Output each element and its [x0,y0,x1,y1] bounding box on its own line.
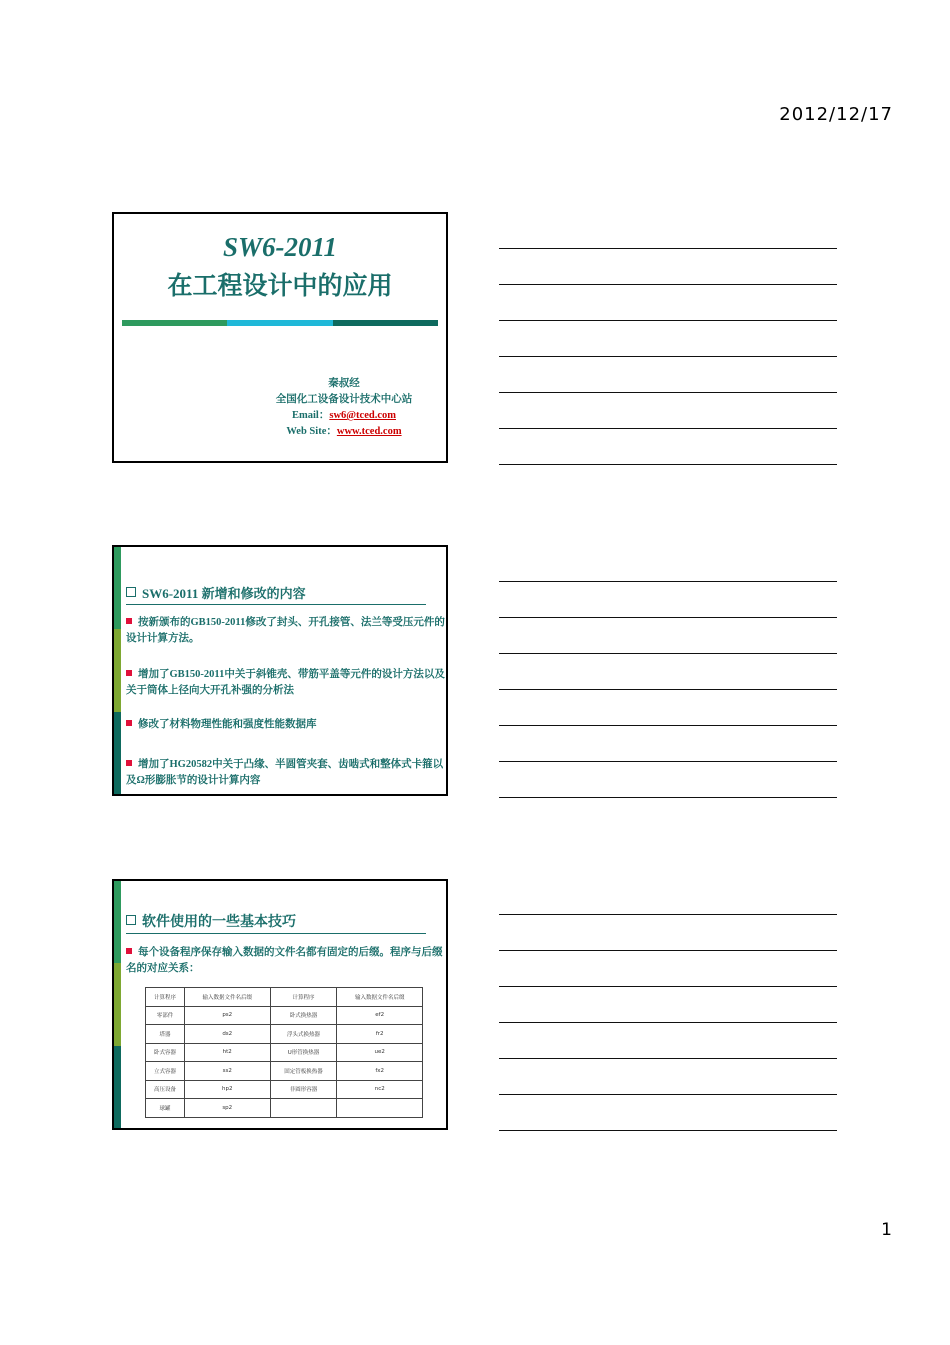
table-cell: fx2 [337,1062,423,1081]
slide-title-heading: SW6-2011 [222,232,338,262]
author-name: 秦叔经 [328,378,360,389]
email-line [254,408,434,424]
square-bullet-icon [126,720,132,726]
slide-usage-tips [112,879,448,1130]
bullet-item: 每个设备程序保存输入数据的文件名都有固定的后缀。程序与后缀名的对应关系： [126,947,443,974]
table-cell: fr2 [337,1025,423,1044]
table-cell: 浮头式换热器 [270,1025,337,1044]
table-header: 计算程序 [146,988,185,1007]
table-row [146,1080,423,1099]
table-cell: U形管换热器 [270,1043,337,1062]
table-cell: ds2 [184,1025,270,1044]
page-date: 2012/12/17 [779,104,893,125]
slide-heading: SW6-2011 新增和修改的内容 [126,583,426,605]
checkbox-bullet-icon [126,587,136,597]
table-row [146,1006,423,1025]
table-cell: 固定管板换热器 [270,1062,337,1081]
table-cell: ps2 [184,1006,270,1025]
table-header-row [146,988,423,1007]
table-row [146,1025,423,1044]
email-link[interactable]: sw6@tced.com [329,410,396,421]
author-block [254,376,434,440]
table-cell: 零部件 [146,1006,185,1025]
slide-subtitle: 在工程设计中的应用 [167,271,393,300]
page-number: 1 [881,1220,892,1240]
table-cell [337,1099,423,1118]
table-cell: nc2 [337,1080,423,1099]
table-cell: 卧式容器 [146,1043,185,1062]
website-line [254,424,434,440]
table-cell: 球罐 [146,1099,185,1118]
table-row [146,1062,423,1081]
slide-title [112,212,448,463]
square-bullet-icon [126,670,132,676]
table-header: 计算程序 [270,988,337,1007]
side-strip [114,881,121,1128]
table-cell: 高压设备 [146,1080,185,1099]
website-label: Web Site： [286,426,337,437]
table-cell: ef2 [337,1006,423,1025]
square-bullet-icon [126,948,132,954]
side-strip [114,547,121,794]
email-label: Email： [292,410,330,421]
square-bullet-icon [126,618,132,624]
table-cell: hp2 [184,1080,270,1099]
table-header: 输入数据文件名后缀 [337,988,423,1007]
table-cell: ht2 [184,1043,270,1062]
table-cell: ss2 [184,1062,270,1081]
table-cell: ue2 [337,1043,423,1062]
bullet-item: 按新颁布的GB150-2011修改了封头、开孔接管、法兰等受压元件的设计计算方法。 [126,617,445,644]
website-link[interactable]: www.tced.com [336,426,402,437]
table-cell: sp2 [184,1099,270,1118]
suffix-table [145,987,423,1118]
square-bullet-icon [126,760,132,766]
slide-new-features [112,545,448,796]
table-cell [270,1099,337,1118]
bullet-item: 增加了HG20582中关于凸缘、半圆管夹套、齿啮式和整体式卡箍以及Ω形膨胀节的设计计算内容 [126,759,444,786]
slide-heading: 软件使用的一些基本技巧 [126,911,426,934]
bullet-item: 增加了GB150-2011中关于斜锥壳、带筋平盖等元件的设计方法以及关于筒体上径向大开孔补强的分析法 [126,669,445,696]
color-bar [122,320,438,326]
checkbox-bullet-icon [126,915,136,925]
table-row [146,1043,423,1062]
table-header: 输入数据文件名后缀 [184,988,270,1007]
bullet-item: 修改了材料物理性能和强度性能数据库 [126,717,446,733]
table-cell: 立式容器 [146,1062,185,1081]
table-cell: 非圆形容器 [270,1080,337,1099]
table-cell: 卧式换热器 [270,1006,337,1025]
organization: 全国化工设备设计技术中心站 [275,394,413,405]
table-row [146,1099,423,1118]
table-cell: 塔器 [146,1025,185,1044]
